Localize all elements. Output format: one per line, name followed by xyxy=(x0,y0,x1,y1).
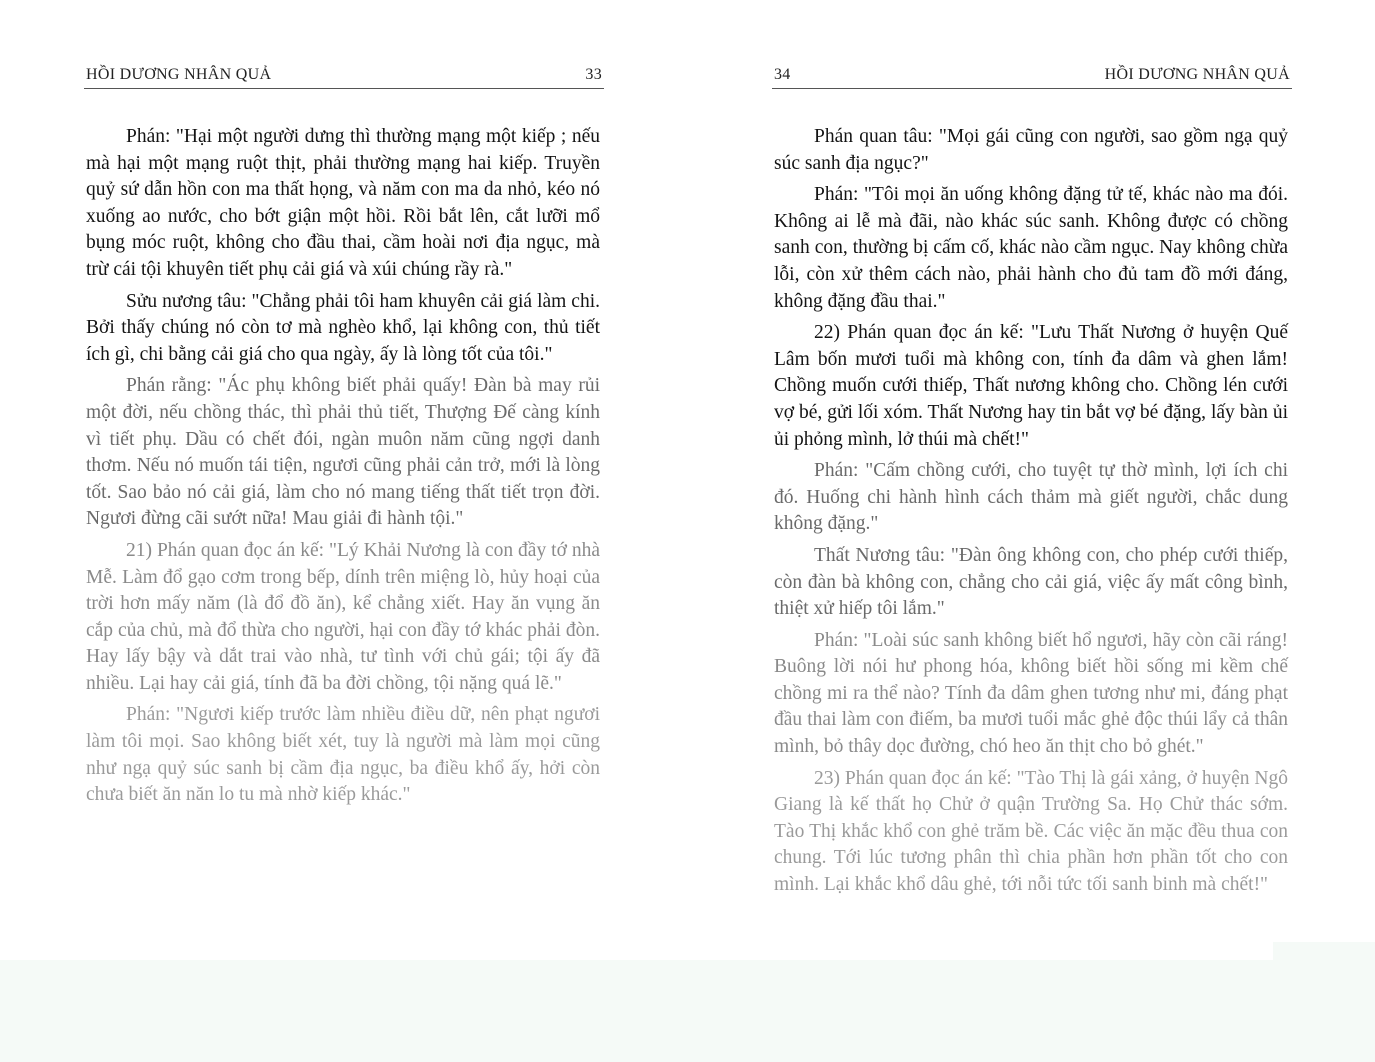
paragraph: Phán: "Cấm chồng cưới, cho tuyệt tự thờ mình, lợi ích chi đó. Huống chi hành hình cách thảm mà giết người, chắc dung không đặng." xyxy=(774,460,1288,535)
paragraph: Phán: "Loài súc sanh không biết hổ ngươi, hãy còn cãi ráng! Buông lời nói hư phong hóa, không biết hồi sống mi kềm chế chồng mi ra thể nào? Tính đa dâm ghen tương như mi, đáng phạt đầu thai làm con điếm, ba mươi tuổi mắc ghẻ độc thúi lẩy cả thân mình, bỏ thây dọc đường, chó heo ăn thịt cho bỏ ghét." xyxy=(774,629,1288,758)
right-page-header xyxy=(772,64,1292,89)
paragraph: Phán quan tâu: "Mọi gái cũng con người, sao gồm ngạ quỷ súc sanh địa ngục?" xyxy=(774,126,1288,174)
left-page-body xyxy=(86,124,600,814)
paragraph: 23) Phán quan đọc án kế: "Tào Thị là gái xảng, ở huyện Ngô Giang là kế thất họ Chử ở quận Trường Sa. Họ Chử thác sớm. Tào Thị khắc khổ con ghẻ trăm bề. Các việc ăn mặc đều thua con chung. Tới lúc tương phân thì chia phần hơn phần tốt cho con mình. Lại khắc khổ dâu ghẻ, tới nỗi tức tối sanh binh mà chết!" xyxy=(774,767,1288,896)
paragraph: Phán: "Hại một người dưng thì thường mạng một kiếp ; nếu mà hại một mạng ruột thịt, phải thường mạng hai kiếp. Truyền quỷ sứ dẫn hồn con ma thất họng, và năm con ma da nhỏ, kéo nó xuống ao nước, cho bớt giận một hồi. Rồi bắt lên, cắt lưỡi mổ bụng móc ruột, không cho đầu thai, cầm hoài nơi địa ngục, mà trừ cái tội khuyên tiết phụ cải giá và xúi chúng rầy rà." xyxy=(86,126,600,280)
right-page-body xyxy=(774,124,1288,904)
running-title: HỒI DƯƠNG NHÂN QUẢ xyxy=(86,66,272,83)
paragraph: Phán rằng: "Ác phụ không biết phải quấy! Đàn bà may rủi một đời, nếu chồng thác, thì phải thủ tiết, Thượng Đế càng kính vì tiết phụ. Dầu có chết đói, ngàn muôn năm cũng ngợi danh thơm. Nếu nó muốn tái tiện, ngươi cũng phải cản trở, mới là lòng tốt. Sao bảo nó cải giá, làm cho nó mang tiếng thất tiết trọn đời. Ngươi đừng cãi sướt nữa! Mau giải đi hành tội." xyxy=(86,375,600,530)
paragraph: Thất Nương tâu: "Đàn ông không con, cho phép cưới thiếp, còn đàn bà không con, chẳng cho cải giá, việc ấy mất công bình, thiệt xử hiếp tôi lắm." xyxy=(774,544,1288,620)
paragraph: Phán: "Tôi mọi ăn uống không đặng tử tế, khác nào ma đói. Không ai lễ mà đãi, nào khác súc sanh. Không được có chồng sanh con, thường bị cấm cố, khác nào cầm ngục. Nay không chừa lỗi, còn xử thêm cách nào, phải hành cho đủ tam đồ mới đáng, không đặng đầu thai." xyxy=(774,184,1288,312)
page-number: 34 xyxy=(774,66,791,83)
scan-bottom-margin xyxy=(0,960,1375,1062)
paragraph: 22) Phán quan đọc án kế: "Lưu Thất Nương ở huyện Quế Lâm bốn mươi tuổi mà không con, tính đa dâm và ghen lắm! Chồng muốn cưới thiếp, Thất nương không cho. Chồng lén cưới vợ bé, gửi lối xóm. Thất Nương hay tin bắt vợ bé đặng, lấy bàn ủi ủi phỏng mình, lở thúi mà chết!" xyxy=(774,322,1288,450)
running-title: HỒI DƯƠNG NHÂN QUẢ xyxy=(1104,66,1290,83)
paragraph: Sửu nương tâu: "Chẳng phải tôi ham khuyên cải giá làm chi. Bởi thấy chúng nó còn tơ mà nghèo khổ, lại không con, thủ tiết ích gì, chi bằng cải giá cho qua ngày, ấy là lòng tốt của tôi." xyxy=(86,290,600,365)
scan-edge xyxy=(1273,942,1375,960)
left-page-header xyxy=(84,64,604,89)
paragraph: Phán: "Ngươi kiếp trước làm nhiều điều dữ, nên phạt ngươi làm tôi mọi. Sao không biết xét, tuy là người mà làm mọi cũng như ngạ quỷ súc sanh bị cầm địa ngục, ba điều khổ ấy, hởi còn chưa biết ăn năn lo tu mà nhờ kiếp khác." xyxy=(86,704,600,806)
page-number: 33 xyxy=(585,66,602,83)
paragraph: 21) Phán quan đọc án kế: "Lý Khải Nương là con đầy tớ nhà Mễ. Làm đổ gạo cơm trong bếp, dính trên miệng lò, hủy hoại của trời hơn mấy năm (là đổ đồ ăn), kể chẳng xiết. Hay ăn vụng ăn cắp của chủ, mà đổ thừa cho người, hại con đầy tớ khác phải đòn. Hay lấy bậy và dắt trai vào nhà, tư tình với chủ gái; tội ấy đã nhiều. Lại hay cải giá, tính đã ba đời chồng, tội nặng quá lẽ." xyxy=(86,539,600,694)
